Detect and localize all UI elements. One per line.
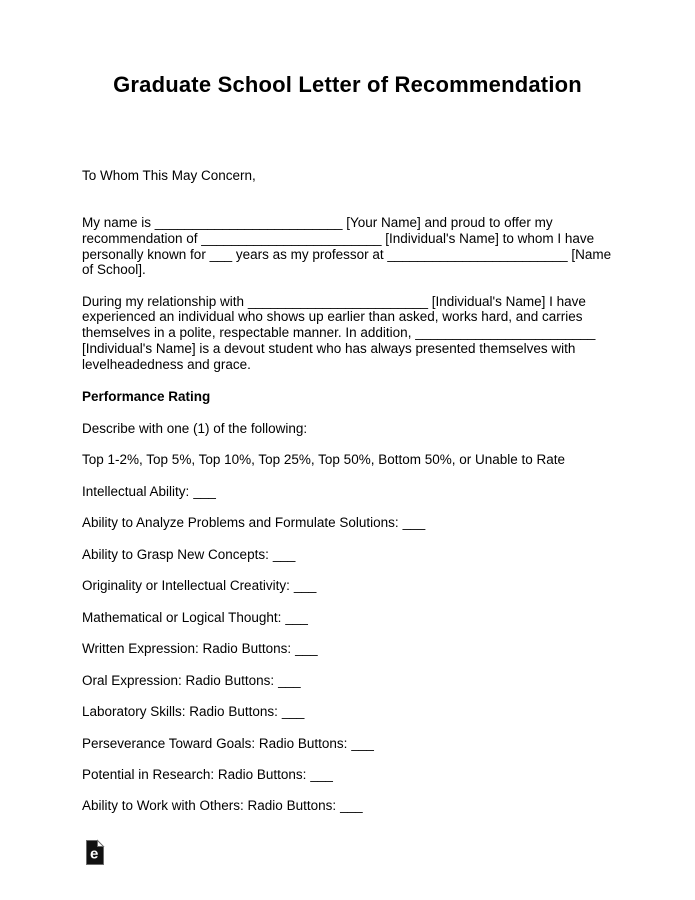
rating-item — [82, 484, 635, 500]
paragraph-line: personally known for ___ years as my professor at ________________________ [Name — [82, 246, 612, 262]
rating-label: Written Expression: Radio Buttons: — [82, 641, 292, 657]
performance-rating-heading: Performance Rating — [82, 389, 211, 405]
fill-in-blank: ___ — [351, 735, 374, 751]
fill-in-blank: ___ — [281, 704, 305, 720]
logo-letter: e — [90, 845, 99, 863]
paragraph-line: levelheadedness and grace. — [82, 356, 251, 372]
paragraph-line: recommendation of ________________________ [Individual's Name] to whom I have — [82, 230, 595, 246]
rating-instruction: Describe with one (1) of the following: — [82, 420, 308, 436]
fill-in-blank: ___ — [402, 515, 426, 531]
rating-label: Laboratory Skills: Radio Buttons: — [82, 704, 278, 720]
paragraph-line: of School]. — [82, 262, 146, 278]
document-icon — [85, 839, 105, 866]
relationship-paragraph — [82, 294, 635, 373]
rating-label: Ability to Grasp New Concepts: — [82, 546, 269, 562]
rating-label: Ability to Analyze Problems and Formulate Solutions: — [82, 515, 399, 531]
rating-label: Perseverance Toward Goals: Radio Buttons: — [82, 735, 348, 751]
rating-item — [82, 798, 635, 814]
paragraph-line: experienced an individual who shows up earlier than asked, works hard, and carries — [82, 309, 583, 325]
rating-item — [82, 704, 635, 720]
intro-paragraph — [82, 215, 635, 278]
paragraph-line: During my relationship with ________________________ [Individual's Name] I have — [82, 293, 586, 309]
rating-item — [82, 673, 635, 689]
rating-label: Ability to Work with Others: Radio Buttons: — [82, 798, 337, 814]
document-body — [82, 168, 635, 814]
rating-scale: Top 1-2%, Top 5%, Top 10%, Top 25%, Top 50%, Bottom 50%, or Unable to Rate — [82, 452, 566, 468]
fill-in-blank: ___ — [293, 578, 317, 594]
rating-list — [82, 484, 635, 814]
rating-item — [82, 610, 635, 626]
fill-in-blank: ___ — [272, 546, 296, 562]
eforms-logo — [85, 839, 105, 866]
rating-label: Intellectual Ability: — [82, 483, 190, 499]
fill-in-blank: ___ — [193, 483, 216, 499]
rating-label: Oral Expression: Radio Buttons: — [82, 672, 275, 688]
rating-item — [82, 547, 635, 563]
rating-item — [82, 767, 635, 783]
fill-in-blank: ___ — [278, 672, 301, 688]
fill-in-blank: ___ — [295, 641, 318, 657]
fill-in-blank: ___ — [310, 766, 333, 782]
salutation: To Whom This May Concern, — [82, 168, 256, 183]
fill-in-blank: ___ — [285, 609, 308, 625]
paragraph-line: themselves in a polite, respectable manner. In addition, ________________________ — [82, 325, 596, 341]
paragraph-line: [Individual's Name] is a devout student who has always presented themselves with — [82, 340, 576, 356]
rating-label: Mathematical or Logical Thought: — [82, 609, 282, 625]
rating-item — [82, 736, 635, 752]
rating-item — [82, 641, 635, 657]
fill-in-blank: ___ — [340, 798, 363, 814]
rating-label: Potential in Research: Radio Buttons: — [82, 766, 307, 782]
rating-item — [82, 515, 635, 531]
document-title: Graduate School Letter of Recommendation — [113, 72, 582, 97]
rating-item — [82, 578, 635, 594]
paragraph-line: My name is _________________________ [Your Name] and proud to offer my — [82, 215, 553, 231]
rating-label: Originality or Intellectual Creativity: — [82, 578, 290, 594]
